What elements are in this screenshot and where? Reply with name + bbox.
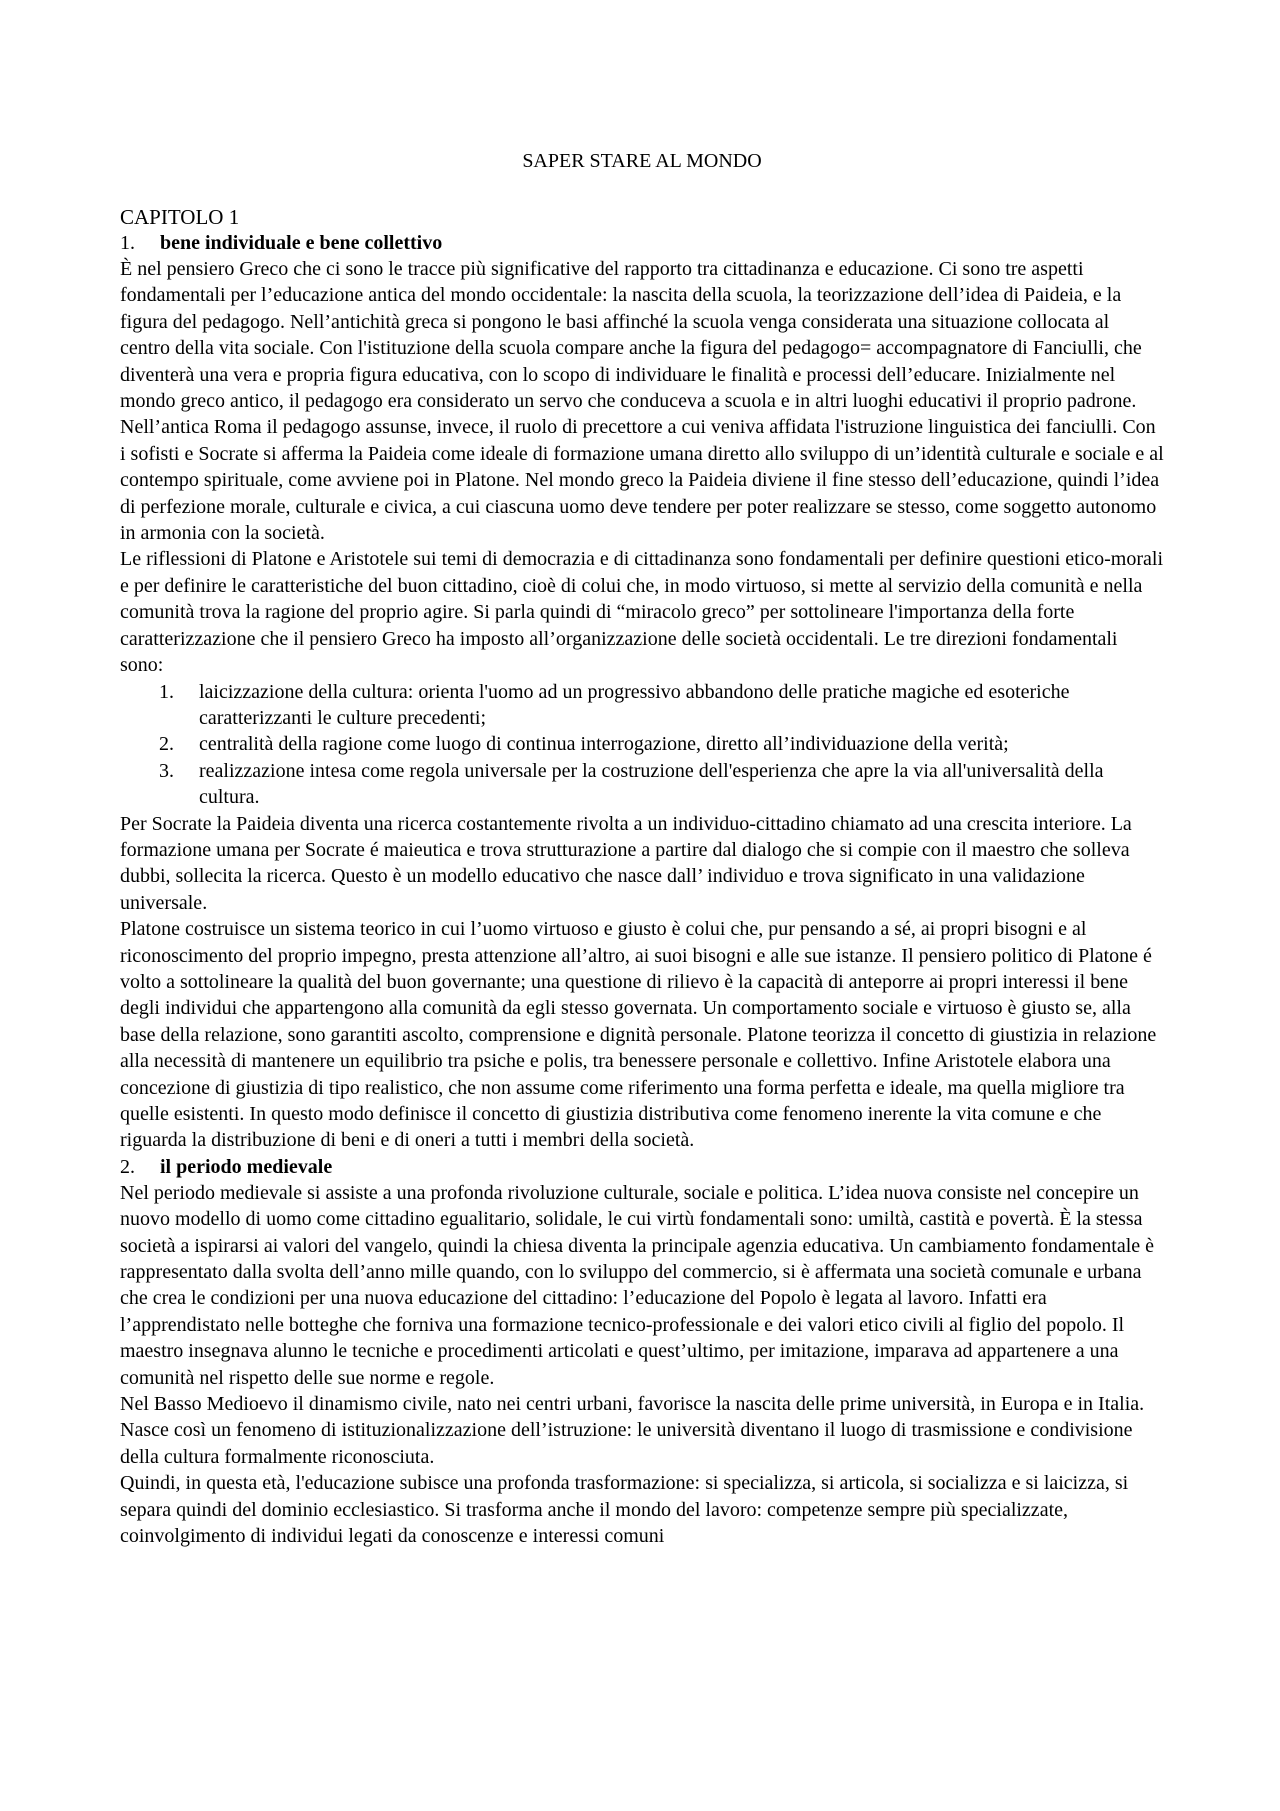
list-item xyxy=(120,731,1164,757)
list-item xyxy=(120,758,1164,811)
section-number: 2. xyxy=(120,1155,135,1178)
list-item-number: 1. xyxy=(159,680,174,703)
paragraph: Per Socrate la Paideia diventa una ricerca costantemente rivolta a un individuo-cittadino chiamato ad una crescita interiore. La formazione umana per Socrate é maieutica e trova strutturazione a partire dal dialogo che si compie con il maestro che solleva dubbi, sollecita la ricerca. Questo è un modello educativo che nasce dall’ individuo e trova significato in una validazione universale. xyxy=(120,812,1132,914)
paragraph: Nel Basso Medioevo il dinamismo civile, nato nei centri urbani, favorisce la nascita delle prime università, in Europa e in Italia. Nasce così un fenomeno di istituzionalizzazione dell’istruzione: le università diventano il luogo di trasmissione e condivisione della cultura formalmente riconosciuta. xyxy=(120,1393,1145,1468)
list-item-number: 2. xyxy=(159,733,174,756)
document-title: SAPER STARE AL MONDO xyxy=(522,150,762,172)
paragraph: Platone costruisce un sistema teorico in cui l’uomo virtuoso e giusto è colui che, pur pensando a sé, ai propri bisogni e al riconoscimento del proprio impegno, presta attenzione all’altro, ai suoi bisogni e alle sue istanze. Il pensiero politico di Platone é volto a sottolineare la qualità del buon governante; una questione di rilievo è la capacità di anteporre ai propri interessi il bene degli individui che appartengono alla comunità da egli stesso governata. Un comportamento sociale e virtuoso è giusto se, alla base della relazione, sono garantiti ascolto, comprensione e dignità personale. Platone teorizza il concetto di giustizia in relazione alla necessità di mantenere un equilibrio tra psiche e polis, tra benessere personale e collettivo. Infine Aristotele elabora una concezione di giustizia di tipo realistico, che non assume come riferimento una forma perfetta e ideale, ma quella migliore tra quelle esistenti. In questo modo definisce il concetto di giustizia distributiva come fenomeno inerente la vita comune e che riguarda la distribuzione di beni e di oneri a tutti i membri della società. xyxy=(120,918,1157,1152)
section-heading-1 xyxy=(120,230,1164,256)
list-item-text: laicizzazione della cultura: orienta l'uomo ad un progressivo abbandono delle pratiche magiche ed esoteriche caratterizzanti le culture precedenti; xyxy=(199,680,1070,729)
list-item-number: 3. xyxy=(159,759,174,782)
section-heading-2 xyxy=(120,1154,1164,1180)
list-item-text: centralità della ragione come luogo di continua interrogazione, diretto all’individuazione della verità; xyxy=(199,733,1009,756)
document-body xyxy=(120,148,1164,1550)
chapter-heading: CAPITOLO 1 xyxy=(120,205,240,229)
section-number: 1. xyxy=(120,232,135,254)
paragraph: Nel periodo medievale si assiste a una profonda rivoluzione culturale, sociale e politica. L’idea nuova consiste nel concepire un nuovo modello di uomo come cittadino egualitario, solidale, le cui virtù fondamentali sono: umiltà, castità e povertà. È la stessa società a ispirarsi ai valori del vangelo, quindi la chiesa diventa la principale agenzia educativa. Un cambiamento fondamentale è rappresentato dalla svolta dell’anno mille quando, con lo sviluppo del commercio, si è affermata una società comunale e urbana che crea le condizioni per una nuova educazione del cittadino: l’educazione del Popolo è legata al lavoro. Infatti era l’apprendistato nelle botteghe che forniva una formazione tecnico-professionale e dei valori etico civili al figlio del popolo. Il maestro insegnava alunno le tecniche e procedimenti articolati e quest’ultimo, per imitazione, imparava ad appartenere a una comunità nel rispetto delle sue norme e regole. xyxy=(120,1181,1155,1389)
paragraph: È nel pensiero Greco che ci sono le tracce più significative del rapporto tra cittadinanza e educazione. Ci sono tre aspetti fondamentali per l’educazione antica del mondo occidentale: la nascita della scuola, la teorizzazione dell’idea di Paideia, e la figura del pedagogo. Nell’antichità greca si pongono le basi affinché la scuola venga considerata una situazione collocata al centro della vita sociale. Con l'istituzione della scuola compare anche la figura del pedagogo= accompagnatore di Fanciulli, che diventerà una vera e propria figura educativa, con lo scopo di individuare le finalità e processi dell’educare. Inizialmente nel mondo greco antico, il pedagogo era considerato un servo che conduceva a scuola e in altri luoghi educativi il proprio padrone. Nell’antica Roma il pedagogo assunse, invece, il ruolo di precettore a cui veniva affidata l'istruzione linguistica dei fanciulli. Con i sofisti e Socrate si afferma la Paideia come ideale di formazione umana diretto allo sviluppo di un’identità culturale e sociale e al contempo spirituale, come avviene poi in Platone. Nel mondo greco la Paideia diviene il fine stesso dell’educazione, quindi l’idea di perfezione morale, culturale e civica, a cui ciascuna uomo deve tendere per poter realizzare se stesso, come soggetto autonomo in armonia con la società. xyxy=(120,258,1164,545)
list-item xyxy=(120,679,1164,732)
numbered-list xyxy=(120,679,1164,811)
list-item-text: realizzazione intesa come regola universale per la costruzione dell'esperienza che apre la via all'universalità della cultura. xyxy=(199,759,1104,809)
section-title: il periodo medievale xyxy=(160,1155,333,1178)
paragraph: Quindi, in questa età, l'educazione subisce una profonda trasformazione: si specializza, si articola, si socializza e si laicizza, si separa quindi del dominio ecclesiastico. Si trasforma anche il mondo del lavoro: competenze sempre più specializzate, coinvolgimento di individui legati da conoscenze e interessi comuni xyxy=(120,1472,1129,1548)
section-title: bene individuale e bene collettivo xyxy=(160,232,443,254)
paragraph: Le riflessioni di Platone e Aristotele sui temi di democrazia e di cittadinanza sono fondamentali per definire questioni etico-morali e per definire le caratteristiche del buon cittadino, cioè di colui che, in modo virtuoso, si mette al servizio della comunità e nella comunità trova la ragione del proprio agire. Si parla quindi di “miracolo greco” per sottolineare l'importanza della forte caratterizzazione che il pensiero Greco ha imposto all’organizzazione delle società occidentali. Le tre direzioni fondamentali sono: xyxy=(120,548,1164,677)
